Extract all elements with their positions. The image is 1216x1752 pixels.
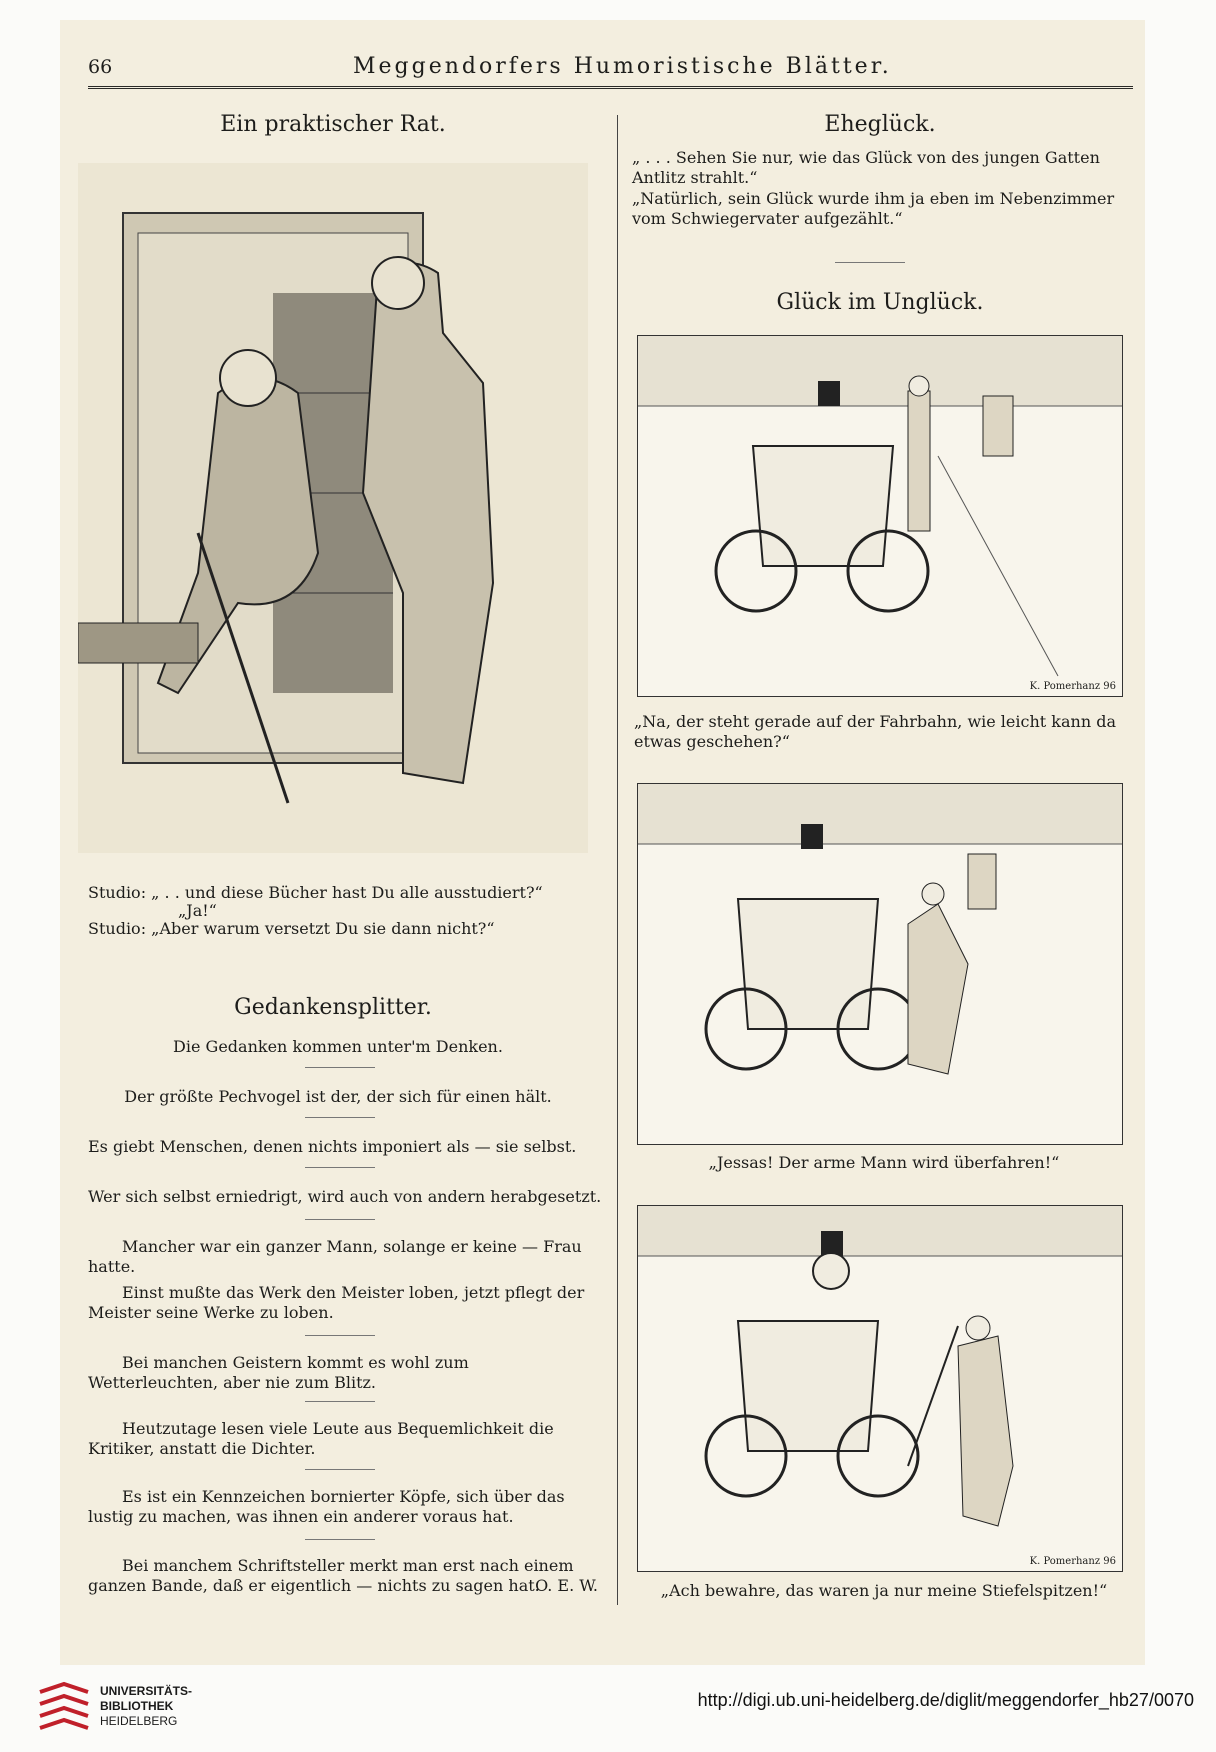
author-initials: O. E. W.: [535, 1576, 598, 1595]
article-title-glueck-im-unglueck: Glück im Unglück.: [776, 290, 984, 315]
header-rule: [88, 86, 1133, 89]
separator: [305, 1219, 375, 1220]
separator: [305, 1469, 375, 1470]
university-library-logo-icon: [36, 1680, 92, 1736]
aphorism-6: Einst mußte das Werk den Meister loben, jetzt pflegt der Meister seine Werke zu loben.: [88, 1283, 585, 1322]
aphorism-4: Wer sich selbst erniedrigt, wird auch von andern herabgesetzt.: [88, 1187, 602, 1206]
column-divider: [617, 115, 618, 1605]
aphorism-1: Die Gedanken kommen unter'm Denken.: [173, 1037, 503, 1056]
separator: [305, 1067, 375, 1068]
page-number: 66: [88, 56, 113, 78]
eheglueck-line-2: „Natürlich, sein Glück wurde ihm ja eben im Nebenzimmer vom Schwiegervater aufgezählt.“: [632, 189, 1115, 228]
aphorism-8: Heutzutage lesen viele Leute aus Bequemlichkeit die Kritiker, anstatt die Dichter.: [88, 1419, 554, 1458]
dialog-line-2: „Ja!“: [178, 901, 217, 920]
aphorism-10: Bei manchem Schriftsteller merkt man erst nach einem ganzen Bande, daß er eigentlich — nichts zu sagen hat.: [88, 1556, 574, 1595]
separator: [305, 1401, 375, 1402]
article-title-eheglueck: Eheglück.: [824, 112, 936, 137]
dialog-line-1: Studio: „ . . und diese Bücher hast Du alle ausstudiert?“: [88, 883, 543, 902]
separator: [305, 1167, 375, 1168]
aphorism-5: Mancher war ein ganzer Mann, solange er keine — Frau hatte.: [88, 1237, 582, 1276]
page-header: [88, 50, 1173, 80]
separator: [305, 1539, 375, 1540]
cartoon-panel-2: [637, 783, 1123, 1145]
illustration-students-bookcase: [78, 163, 588, 853]
cartoon-panel-3: [637, 1205, 1123, 1572]
library-name-line-2: BIBLIOTHEK: [100, 1699, 174, 1713]
separator: [305, 1117, 375, 1118]
dialog-line-3: Studio: „Aber warum versetzt Du sie dann nicht?“: [88, 919, 495, 938]
library-name: [100, 1684, 192, 1729]
cartoon-panel-1: [637, 335, 1123, 697]
caption-panel-2: „Jessas! Der arme Mann wird überfahren!“: [708, 1153, 1060, 1172]
source-url-link[interactable]: http://digi.ub.uni-heidelberg.de/diglit/meggendorfer_hb27/0070: [697, 1690, 1194, 1710]
aphorism-3: Es giebt Menschen, denen nichts imponiert als — sie selbst.: [88, 1137, 577, 1156]
library-name-line-1: UNIVERSITÄTS-: [100, 1684, 193, 1698]
aphorism-7: Bei manchen Geistern kommt es wohl zum Wetterleuchten, aber nie zum Blitz.: [88, 1353, 469, 1392]
eheglueck-line-1: „ . . . Sehen Sie nur, wie das Glück von des jungen Gatten Antlitz strahlt.“: [632, 148, 1100, 187]
article-title-praktischer-rat: Ein praktischer Rat.: [220, 112, 446, 137]
panel-signature: K. Pomerhanz 96: [1029, 681, 1116, 692]
panel-signature: K. Pomerhanz 96: [1029, 1556, 1116, 1567]
separator: [835, 262, 905, 263]
library-name-line-3: HEIDELBERG: [100, 1714, 178, 1728]
aphorism-9: Es ist ein Kennzeichen bornierter Köpfe, sich über das lustig zu machen, was ihnen ein anderer voraus hat.: [88, 1487, 565, 1526]
journal-title: Meggendorfers Humoristische Blätter.: [353, 54, 892, 79]
caption-panel-3: „Ach bewahre, das waren ja nur meine Stiefelspitzen!“: [660, 1581, 1108, 1600]
aphorism-2: Der größte Pechvogel ist der, der sich für einen hält.: [124, 1087, 552, 1106]
article-title-gedankensplitter: Gedankensplitter.: [234, 995, 432, 1020]
separator: [305, 1335, 375, 1336]
caption-panel-1: „Na, der steht gerade auf der Fahrbahn, wie leicht kann da etwas geschehen?“: [634, 712, 1116, 751]
